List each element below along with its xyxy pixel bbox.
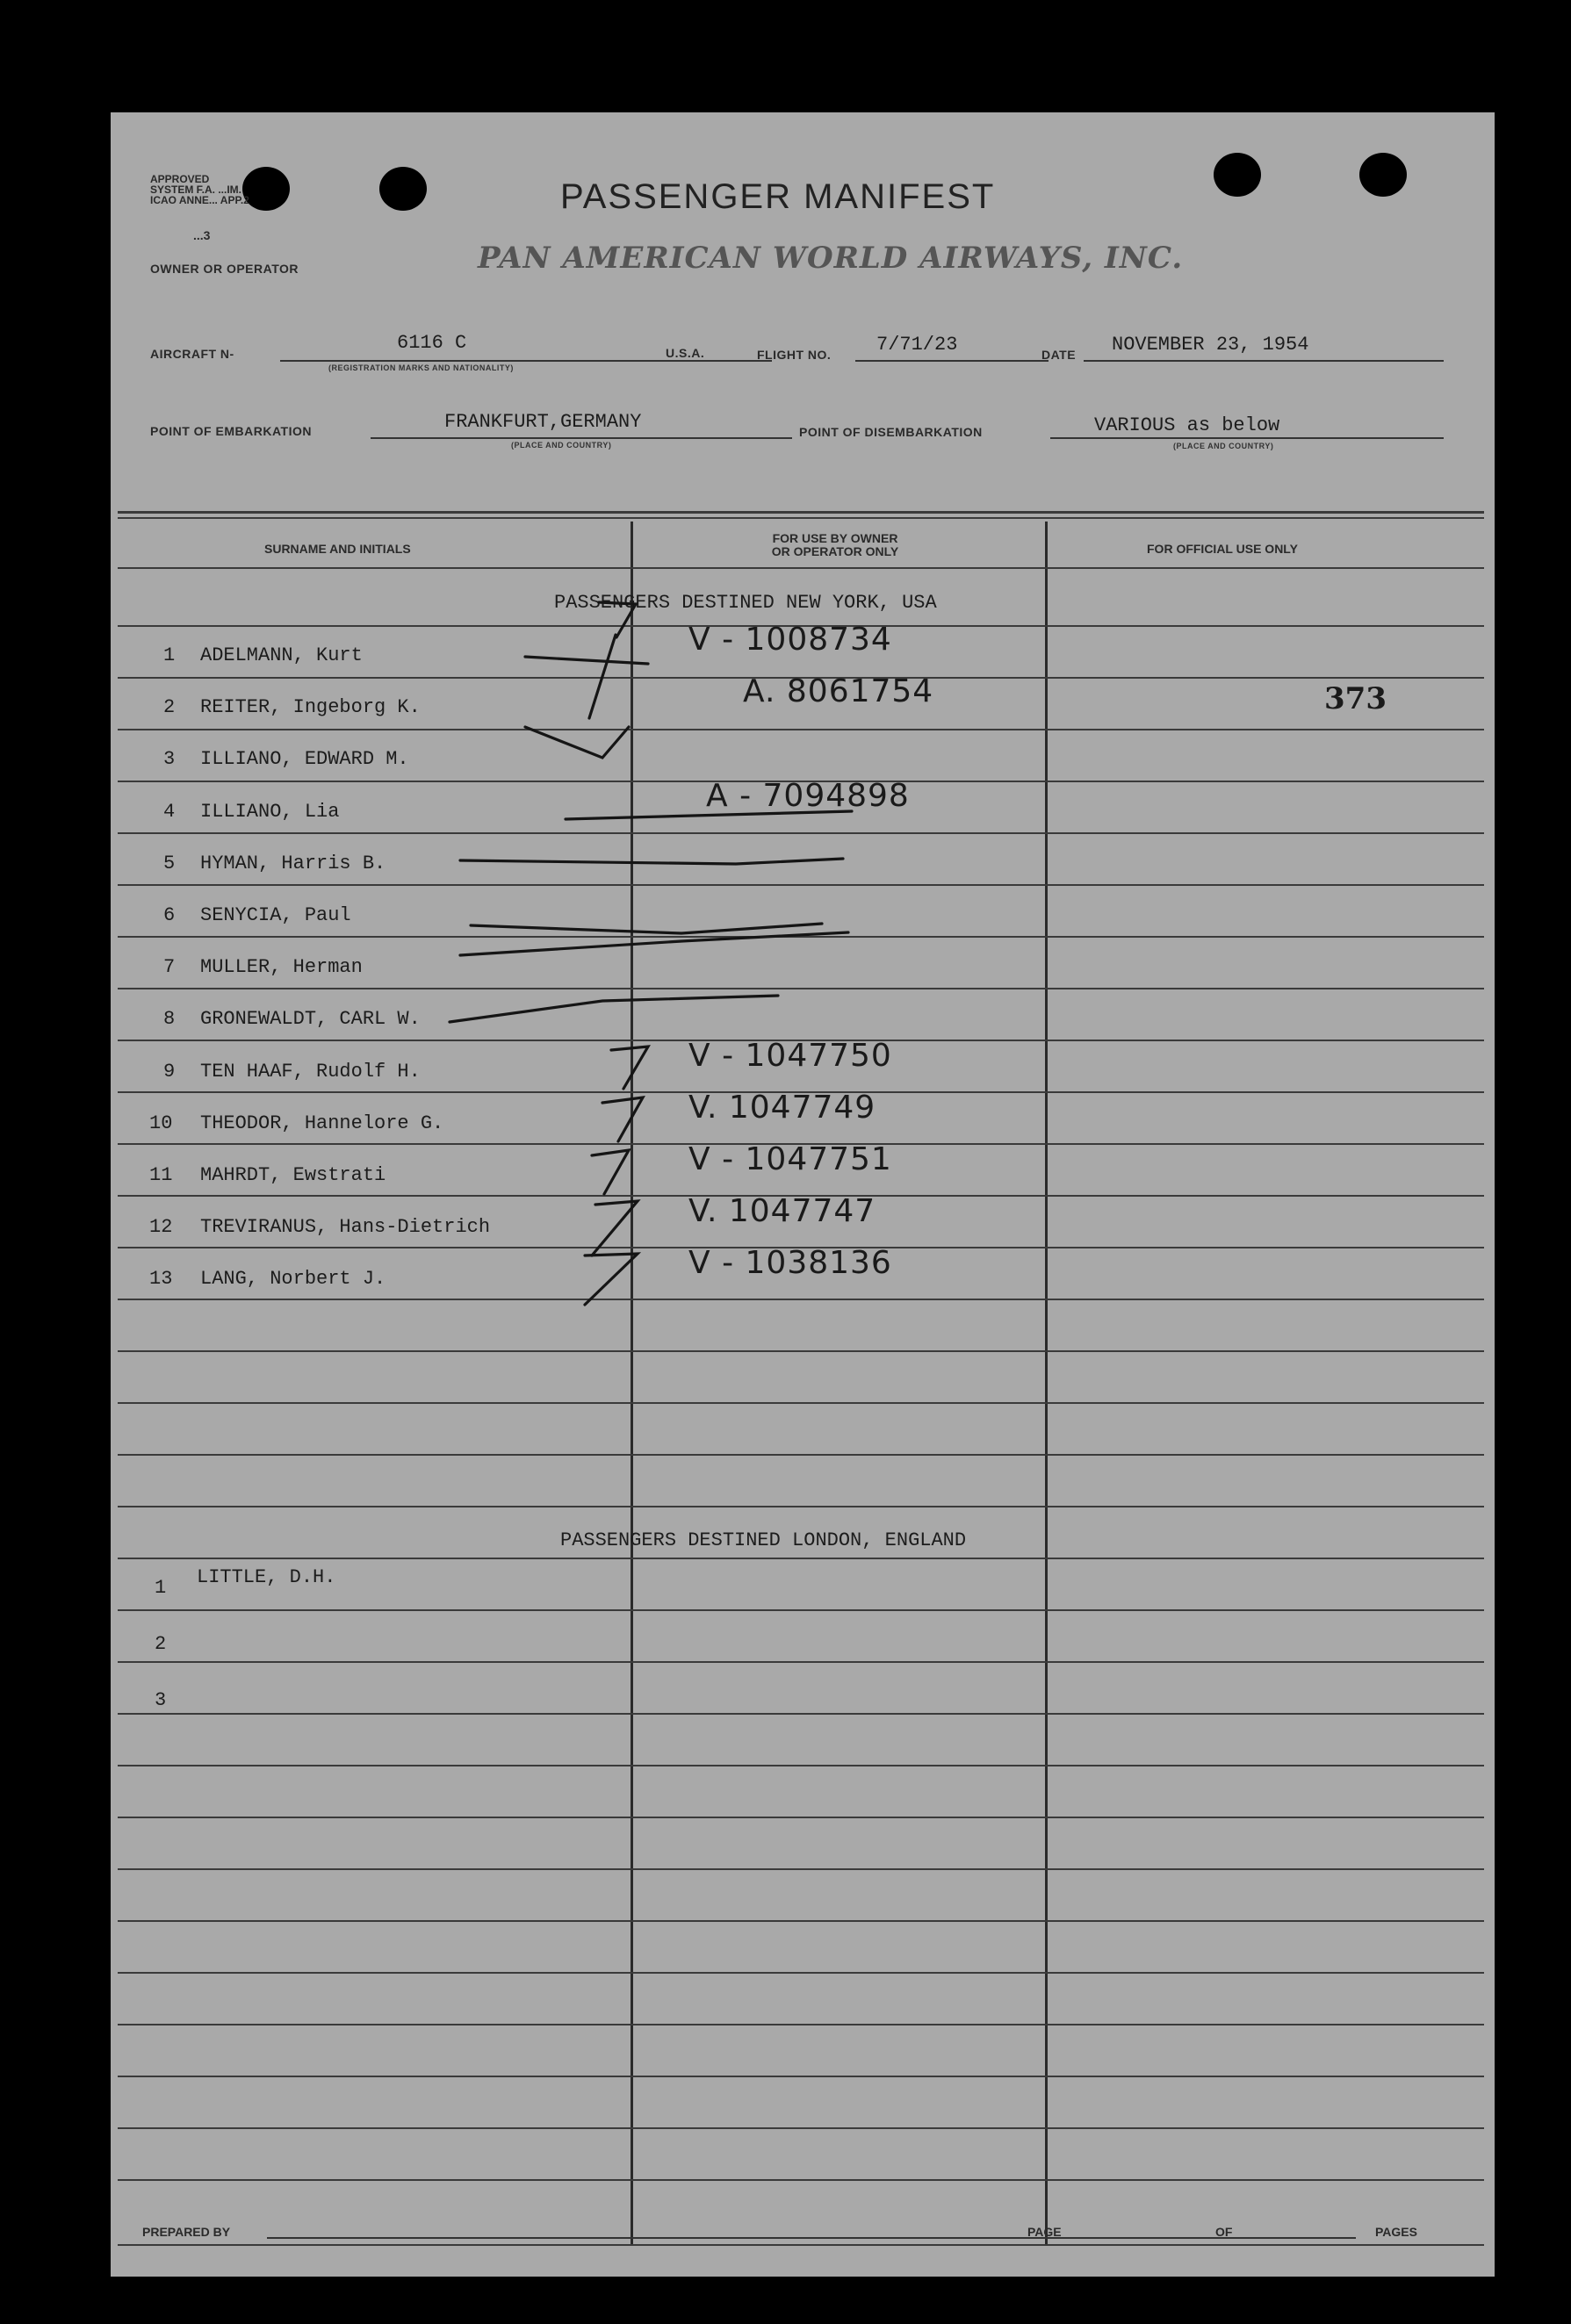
company-name: PAN AMERICAN WORLD AIRWAYS, INC.: [478, 241, 1184, 276]
row-rule: [118, 1558, 1484, 1559]
embarkation-value: FRANKFURT,GERMANY: [444, 411, 642, 433]
row-rule: [118, 1506, 1484, 1507]
passenger-name: MULLER, Herman: [200, 956, 363, 979]
visa-number: V. 1047747: [688, 1193, 876, 1230]
aircraft-underline: [280, 360, 772, 362]
row-rule: [118, 1402, 1484, 1404]
embarkation-sublabel: (PLACE AND COUNTRY): [511, 441, 612, 450]
section-new-york: PASSENGERS DESTINED NEW YORK, USA: [554, 592, 937, 614]
passenger-number: 2: [163, 696, 176, 719]
disembarkation-sublabel: (PLACE AND COUNTRY): [1173, 442, 1274, 450]
page-label: PAGE: [1027, 2225, 1062, 2239]
check-mark: [611, 1047, 648, 1089]
approval-mark: ...3: [193, 228, 211, 242]
passenger-number: 4: [163, 800, 176, 823]
passenger-number: 7: [163, 956, 176, 979]
page-title: PASSENGER MANIFEST: [560, 177, 996, 216]
country-label: U.S.A.: [666, 346, 705, 360]
aircraft-sublabel: (REGISTRATION MARKS AND NATIONALITY): [328, 363, 514, 372]
column-header-surname: SURNAME AND INITIALS: [264, 542, 411, 556]
passenger-name: ILLIANO, EDWARD M.: [200, 748, 409, 771]
punch-hole: [379, 167, 427, 211]
passenger-name: ADELMANN, Kurt: [200, 644, 363, 666]
column-header-owner-line: FOR USE BY OWNER: [772, 531, 898, 545]
visa-number: A - 7094898: [706, 777, 910, 814]
passenger-number: 1: [163, 644, 176, 666]
passenger-name: HYMAN, Harris B.: [200, 852, 386, 874]
visa-number: V - 1038136: [688, 1245, 892, 1282]
check-mark: [585, 1254, 638, 1305]
header-bottom-rule: [118, 567, 1484, 569]
prepared-by-underline: [267, 2237, 1356, 2239]
passenger-number: 3: [163, 748, 176, 771]
row-rule: [118, 1454, 1484, 1456]
strike-line: [460, 859, 843, 864]
visa-number: V. 1047749: [688, 1089, 876, 1126]
disembarkation-label: POINT OF DISEMBARKATION: [799, 425, 983, 439]
row-rule: [118, 1299, 1484, 1300]
check-mark: [525, 727, 629, 758]
row-rule: [118, 2076, 1484, 2077]
check-mark: [592, 1150, 629, 1194]
column-header-owner-line: OR OPERATOR ONLY: [771, 544, 899, 558]
flight-underline: [855, 360, 1049, 362]
punch-hole: [1214, 153, 1261, 197]
passenger-name: ILLIANO, Lia: [200, 800, 340, 823]
passenger-name: THEODOR, Hannelore G.: [200, 1112, 444, 1134]
punch-hole: [1359, 153, 1407, 197]
aircraft-label: AIRCRAFT N-: [150, 347, 234, 361]
check-mark: [602, 1097, 643, 1141]
passenger-name: MAHRDT, Ewstrati: [200, 1164, 386, 1186]
row-rule: [118, 1350, 1484, 1352]
header-rule: [118, 517, 1484, 519]
approval-block: [150, 174, 249, 205]
row-rule: [118, 729, 1484, 730]
passenger-number: 6: [163, 904, 176, 926]
passenger-number: 13: [149, 1268, 173, 1291]
section-london: PASSENGERS DESTINED LONDON, ENGLAND: [560, 1529, 967, 1551]
flight-label: FLIGHT NO.: [757, 348, 832, 362]
visa-number: V - 1047750: [688, 1037, 892, 1074]
date-label: DATE: [1041, 348, 1077, 362]
passenger-number: 1: [155, 1577, 167, 1599]
row-rule: [118, 832, 1484, 834]
disembarkation-value: VARIOUS as below: [1094, 414, 1280, 436]
column-header-official: FOR OFFICIAL USE ONLY: [1147, 542, 1298, 556]
passenger-number: 8: [163, 1008, 176, 1031]
passenger-name: SENYCIA, Paul: [200, 904, 351, 926]
official-number: 373: [1324, 681, 1387, 716]
disembarkation-underline: [1050, 437, 1444, 439]
strike-line: [471, 924, 822, 933]
row-rule: [118, 1972, 1484, 1974]
date-underline: [1084, 360, 1444, 362]
passenger-name: LANG, Norbert J.: [200, 1268, 386, 1291]
prepared-by-label: PREPARED BY: [142, 2225, 231, 2239]
manifest-page: [111, 112, 1495, 2277]
flight-value: 7/71/23: [876, 334, 958, 356]
passenger-name: REITER, Ingeborg K.: [200, 696, 421, 719]
column-header-owner: [725, 532, 945, 558]
row-rule: [118, 1765, 1484, 1766]
strike-line: [450, 996, 778, 1022]
row-rule: [118, 988, 1484, 989]
visa-number: V - 1047751: [688, 1141, 892, 1177]
passenger-number: 12: [149, 1216, 173, 1239]
embarkation-label: POINT OF EMBARKATION: [150, 424, 312, 438]
approval-line: ICAO ANNE... APP.2: [150, 194, 249, 206]
footer-rule: [118, 2244, 1484, 2246]
passenger-name: TEN HAAF, Rudolf H.: [200, 1060, 421, 1083]
row-rule: [118, 1817, 1484, 1818]
passenger-number: 3: [155, 1689, 167, 1711]
row-rule: [118, 2024, 1484, 2025]
row-rule: [118, 1609, 1484, 1611]
pages-label: PAGES: [1375, 2225, 1417, 2239]
row-rule: [118, 884, 1484, 886]
header-rule: [118, 511, 1484, 514]
row-rule: [118, 936, 1484, 938]
passenger-name: LITTLE, D.H.: [197, 1566, 336, 1588]
row-rule: [118, 2127, 1484, 2129]
row-rule: [118, 1920, 1484, 1922]
visa-number: V - 1008734: [688, 622, 892, 658]
passenger-number: 10: [149, 1112, 173, 1134]
passenger-number: 9: [163, 1060, 176, 1083]
passenger-number: 11: [149, 1164, 173, 1186]
row-rule: [118, 1868, 1484, 1870]
approval-line: APPROVED: [150, 173, 210, 185]
passenger-number: 5: [163, 852, 176, 874]
owner-label: OWNER OR OPERATOR: [150, 262, 299, 276]
punch-hole: [242, 167, 290, 211]
date-value: NOVEMBER 23, 1954: [1112, 334, 1309, 356]
approval-line: SYSTEM F.A. ...IM.: [150, 183, 242, 196]
of-label: OF: [1215, 2225, 1233, 2239]
row-rule: [118, 1713, 1484, 1715]
passenger-name: GRONEWALDT, CARL W.: [200, 1008, 421, 1031]
aircraft-value: 6116 C: [397, 332, 467, 354]
row-rule: [118, 1661, 1484, 1663]
passenger-number: 2: [155, 1633, 167, 1655]
visa-number: A. 8061754: [743, 673, 934, 710]
row-rule: [118, 2179, 1484, 2181]
embarkation-underline: [371, 437, 792, 439]
passenger-name: TREVIRANUS, Hans-Dietrich: [200, 1216, 491, 1239]
